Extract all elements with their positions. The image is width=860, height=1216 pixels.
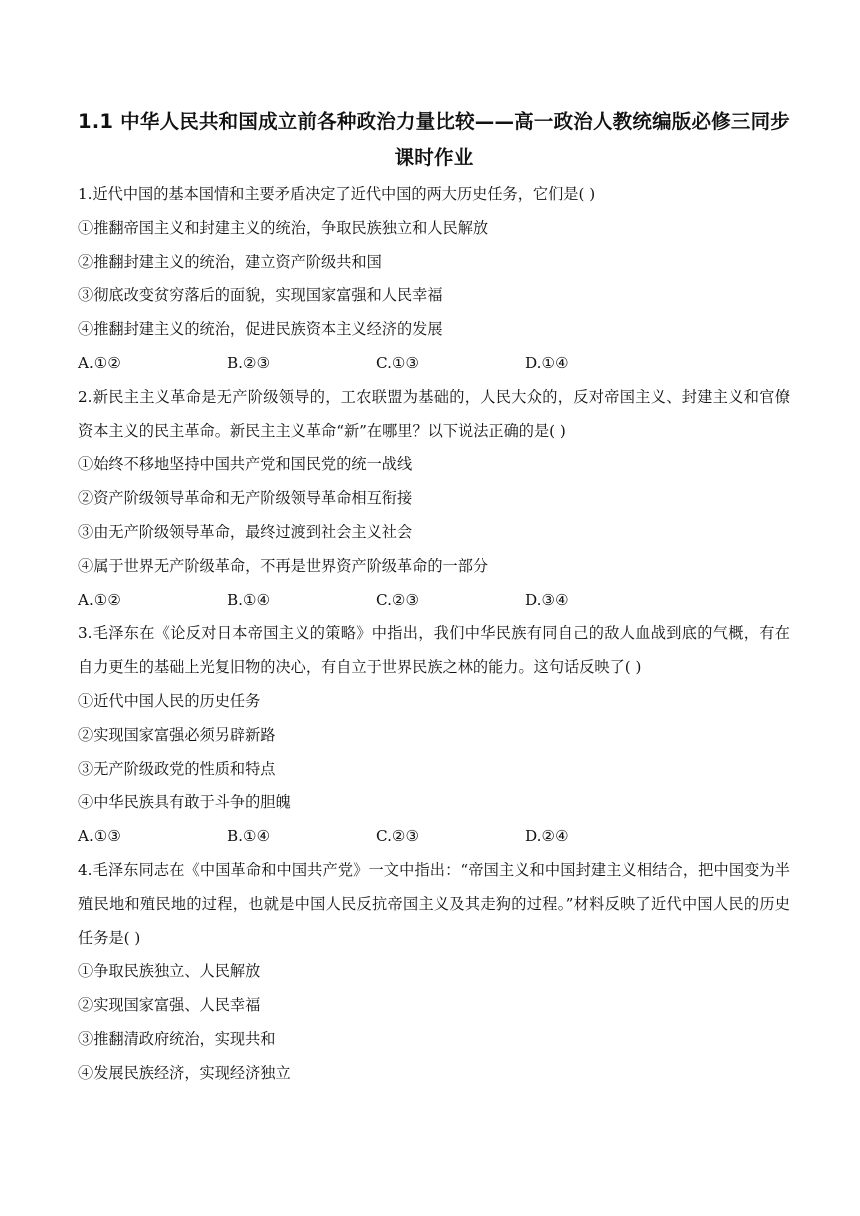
statement-option: ④中华民族具有敢于斗争的胆魄: [78, 793, 291, 812]
statement-option: ①推翻帝国主义和封建主义的统治，争取民族独立和人民解放: [78, 218, 489, 237]
answer-choice-b[interactable]: B.①④: [227, 590, 271, 609]
statement-option: ③推翻清政府统治，实现共和: [78, 1029, 276, 1048]
answer-choice-c[interactable]: C.①③: [376, 353, 420, 372]
worksheet-page: [78, 104, 790, 1091]
statement-option: ②资产阶级领导革命和无产阶级领导革命相互衔接: [78, 489, 413, 508]
statement-option: ④推翻封建主义的统治，促进民族资本主义经济的发展: [78, 320, 443, 339]
question-stem: 2.新民主主义革命是无产阶级领导的，工农联盟为基础的，人民大众的，反对帝国主义、封建主义和官僚资本主义的民主革命。新民主主义革命“新”在哪里？以下说法正确的是( ): [78, 387, 790, 440]
statement-option: ④发展民族经济，实现经济独立: [78, 1063, 291, 1082]
answer-choices: [78, 820, 790, 854]
answer-choice-b[interactable]: B.①④: [227, 827, 271, 846]
document-title: 1.1 中华人民共和国成立前各种政治力量比较——高一政治人教统编版必修三同步课时作业: [78, 110, 790, 169]
question-1: [78, 178, 790, 381]
statement-option: ②实现国家富强、人民幸福: [78, 996, 261, 1015]
answer-choice-d[interactable]: D.③④: [525, 590, 569, 609]
question-2: [78, 381, 790, 618]
statement-option: ①近代中国人民的历史任务: [78, 691, 261, 710]
answer-choice-b[interactable]: B.②③: [227, 353, 271, 372]
answer-choice-c[interactable]: C.②③: [376, 827, 420, 846]
statement-option: ①始终不移地坚持中国共产党和国民党的统一战线: [78, 455, 413, 474]
statement-option: ③由无产阶级领导革命，最终过渡到社会主义社会: [78, 522, 413, 541]
question-stem: 1.近代中国的基本国情和主要矛盾决定了近代中国的两大历史任务，它们是( ): [78, 185, 596, 203]
question-stem: 3.毛泽东在《论反对日本帝国主义的策略》中指出，我们中华民族有同自己的敌人血战到底的气概，有在自力更生的基础上光复旧物的决心，有自立于世界民族之林的能力。这句话反映了( ): [78, 624, 790, 677]
statement-option: ②实现国家富强必须另辟新路: [78, 725, 276, 744]
answer-choice-a[interactable]: A.①③: [78, 827, 122, 846]
answer-choice-a[interactable]: A.①②: [78, 353, 122, 372]
statement-option: ①争取民族独立、人民解放: [78, 962, 261, 981]
question-stem: 4.毛泽东同志在《中国革命和中国共产党》一文中指出：“帝国主义和中国封建主义相结合，把中国变为半殖民地和殖民地的过程，也就是中国人民反抗帝国主义及其走狗的过程。”材料反映了近代中国人民的历史任务是( ): [78, 860, 790, 947]
question-3: [78, 617, 790, 854]
answer-choice-d[interactable]: D.①④: [525, 353, 569, 372]
answer-choice-c[interactable]: C.②③: [376, 590, 420, 609]
answer-choices: [78, 584, 790, 618]
answer-choice-a[interactable]: A.①②: [78, 590, 122, 609]
answer-choice-d[interactable]: D.②④: [525, 827, 569, 846]
answer-choices: [78, 347, 790, 381]
statement-option: ③无产阶级政党的性质和特点: [78, 759, 276, 778]
question-4: [78, 854, 790, 1091]
statement-option: ④属于世界无产阶级革命，不再是世界资产阶级革命的一部分: [78, 556, 489, 575]
statement-option: ②推翻封建主义的统治，建立资产阶级共和国: [78, 252, 382, 271]
statement-option: ③彻底改变贫穷落后的面貌，实现国家富强和人民幸福: [78, 286, 443, 305]
